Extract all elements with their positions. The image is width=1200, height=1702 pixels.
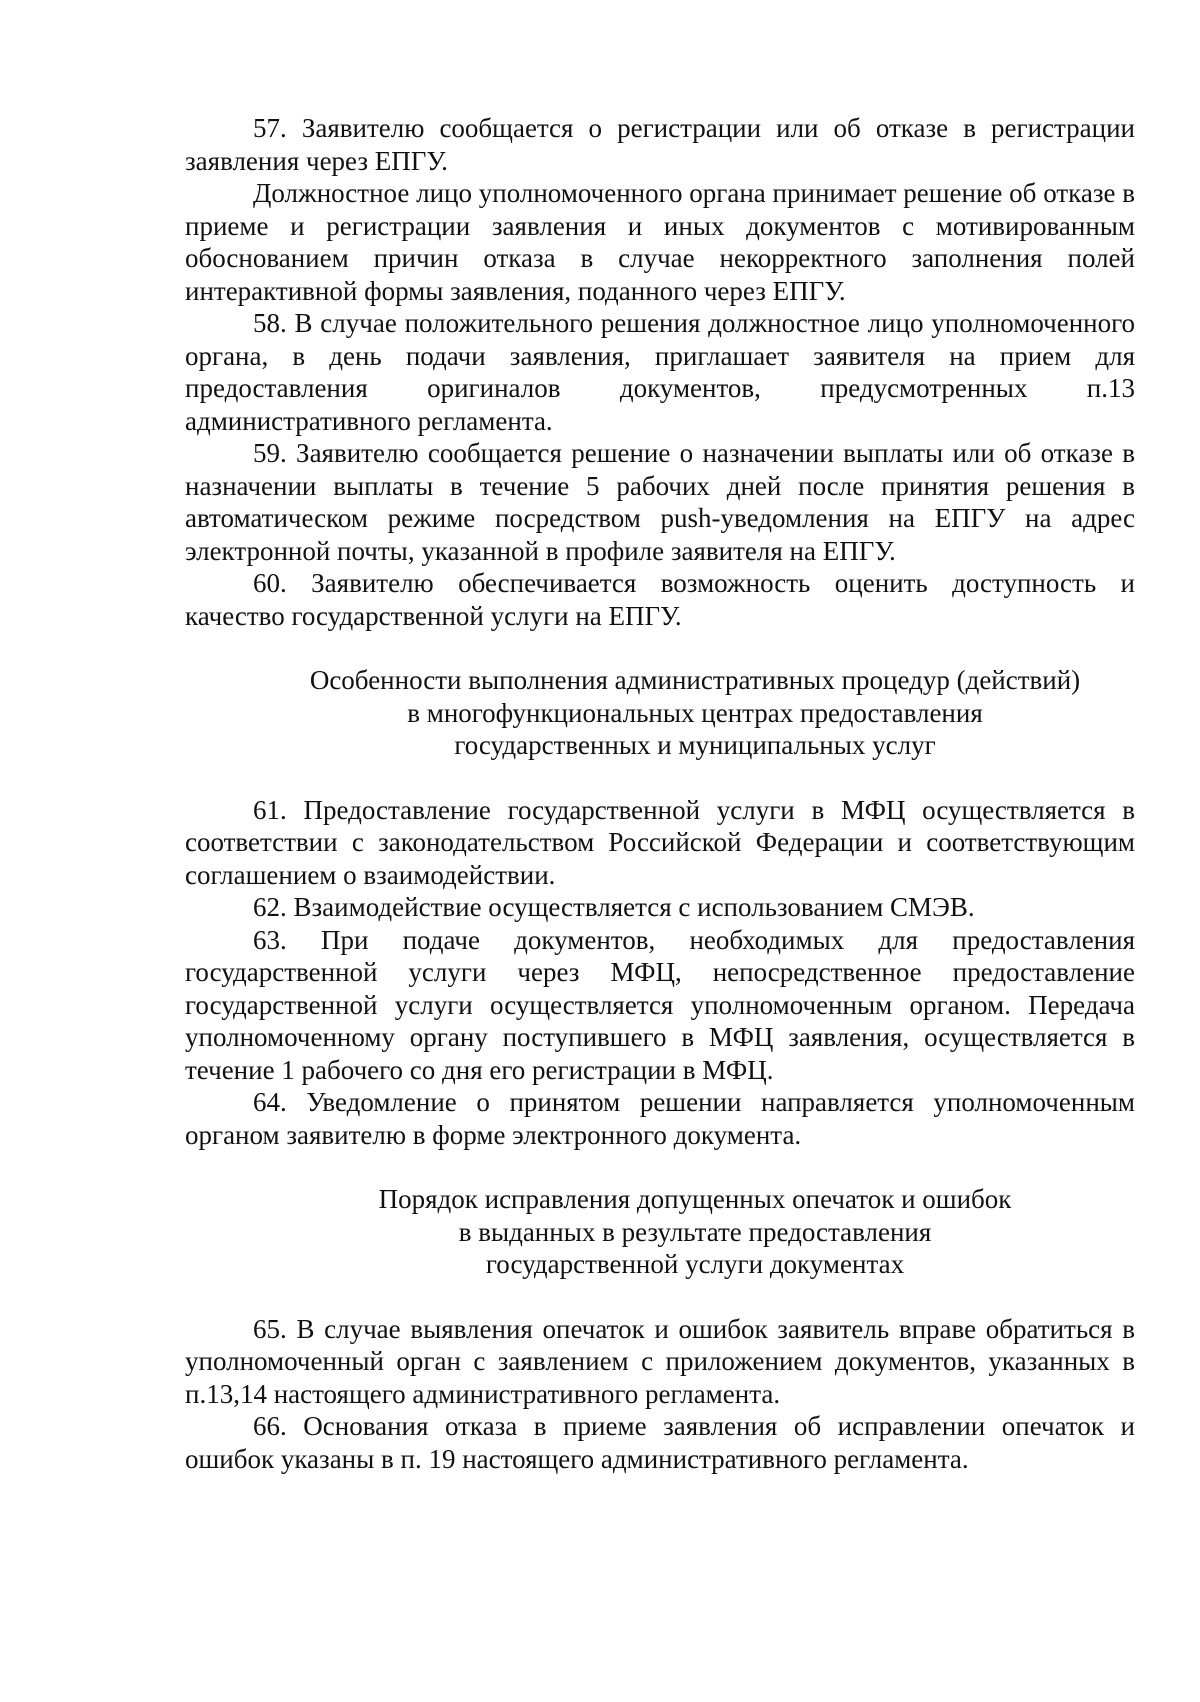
paragraph-62: 62. Взаимодействие осуществляется с использованием СМЭВ.: [253, 892, 975, 922]
document-body: [185, 112, 1135, 1475]
heading-line: Порядок исправления допущенных опечаток и ошибок: [378, 1184, 1012, 1214]
paragraph-61: 61. Предоставление государственной услуги в МФЦ осуществляется в соответствии с законодательством Российской Федерации и соответствующим соглашением о взаимодействии.: [185, 794, 1135, 890]
paragraph-60: 60. Заявителю обеспечивается возможность оценить доступность и качество государственной услуги на ЕПГУ.: [185, 568, 1135, 631]
paragraph-63: 63. При подаче документов, необходимых для предоставления государственной услуги через МФЦ, непосредственное предоставление государственной услуги осуществляется уполномоченным органом. Передача уполномоченному органу поступившего в МФЦ заявления, осуществляется в течение 1 рабочего со дня его регистрации в МФЦ.: [185, 924, 1135, 1085]
paragraph-57: 57. Заявителю сообщается о регистрации или об отказе в регистрации заявления через ЕПГУ.: [185, 113, 1135, 176]
paragraph-64: 64. Уведомление о принятом решении направляется уполномоченным органом заявителю в форме электронного документа.: [185, 1087, 1135, 1150]
paragraph-59: 59. Заявителю сообщается решение о назначении выплаты или об отказе в назначении выплаты в течение 5 рабочих дней после принятия решения в автоматическом режиме посредством push-уведомления на ЕПГУ на адрес электронной почты, указанной в профиле заявителя на ЕПГУ.: [185, 438, 1135, 566]
heading-line: государственных и муниципальных услуг: [454, 730, 936, 760]
paragraph-57-refusal: Должностное лицо уполномоченного органа принимает решение об отказе в приеме и регистрации заявления и иных документов с мотивированным обоснованием причин отказа в случае некорректного заполнения полей интерактивной формы заявления, поданного через ЕПГУ.: [185, 178, 1135, 306]
paragraph-65: 65. В случае выявления опечаток и ошибок заявитель вправе обратиться в уполномоченный орган с заявлением с приложением документов, указанных в п.13,14 настоящего административного регламента.: [185, 1313, 1135, 1409]
paragraph-58: 58. В случае положительного решения должностное лицо уполномоченного органа, в день подачи заявления, приглашает заявителя на прием для предоставления оригиналов документов, предусмотренных п.13 административного регламента.: [185, 308, 1135, 436]
heading-line: Особенности выполнения административных процедур (действий): [309, 665, 1081, 695]
section-heading-mfc: [185, 664, 1135, 762]
paragraph-66: 66. Основания отказа в приеме заявления об исправлении опечаток и ошибок указаны в п. 19 настоящего административного регламента.: [185, 1411, 1135, 1474]
section-heading-corrections: [185, 1183, 1135, 1281]
heading-line: в выданных в результате предоставления: [458, 1216, 932, 1247]
heading-line: государственной услуги документах: [485, 1249, 905, 1279]
heading-line: в многофункциональных центрах предоставления: [407, 697, 983, 728]
